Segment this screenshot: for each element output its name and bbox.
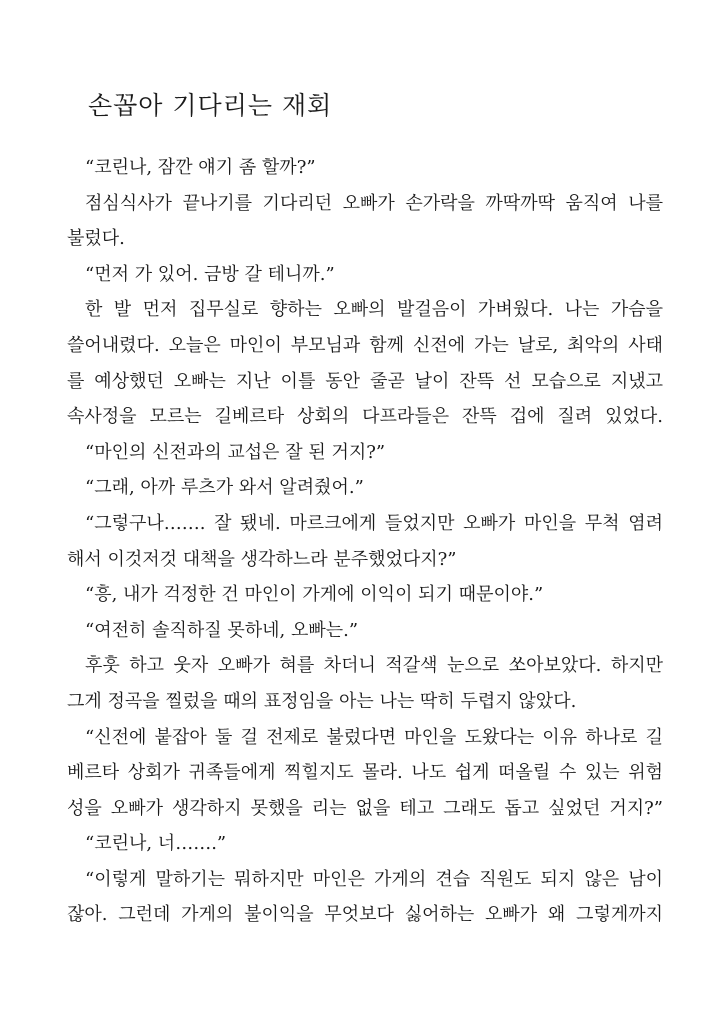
text-line: “마인의 신전과의 교섭은 잘 된 거지?” <box>85 441 386 463</box>
text-line: “그래, 아까 루츠가 와서 알려줬어.” <box>85 477 364 499</box>
text-line: 쓸어내렸다. 오늘은 마인이 부모님과 함께 신전에 가는 날로, 최악의 사태 <box>67 334 663 356</box>
text-line: 점심식사가 끝나기를 기다리던 오빠가 손가락을 까딱까딱 움직여 나를 <box>85 192 663 214</box>
text-line: “먼저 가 있어. 금방 갈 테니까.” <box>85 263 335 285</box>
text-line: 잖아. 그런데 가게의 불이익을 무엇보다 싫어하는 오빠가 왜 그렇게까지 <box>67 904 663 926</box>
text-line: “신전에 붙잡아 둘 걸 전제로 불렀다면 마인을 도왔다는 이유 하나로 길 <box>85 726 663 748</box>
text-line: “그렇구나……. 잘 됐네. 마르크에게 들었지만 오빠가 마인을 무척 염려 <box>85 512 663 534</box>
text-line: “이렇게 말하기는 뭐하지만 마인은 가게의 견습 직원도 되지 않은 남이 <box>85 868 663 890</box>
body-text <box>67 150 663 933</box>
text-line: “흥, 내가 걱정한 건 마인이 가게에 이익이 되기 때문이야.” <box>85 584 544 606</box>
text-line: 해서 이것저것 대책을 생각하느라 분주했었다지?” <box>67 548 457 570</box>
text-line: 후훗 하고 웃자 오빠가 혀를 차더니 적갈색 눈으로 쏘아보았다. 하지만 <box>85 655 663 677</box>
text-line: 한 발 먼저 집무실로 향하는 오빠의 발걸음이 가벼웠다. 나는 가슴을 <box>85 299 663 321</box>
text-line: “여전히 솔직하질 못하네, 오빠는.” <box>85 619 359 641</box>
text-line: 속사정을 모르는 길베르타 상회의 다프라들은 잔뜩 겁에 질려 있었다. <box>67 406 663 428</box>
text-line: 를 예상했던 오빠는 지난 이틀 동안 줄곧 날이 잔뜩 선 모습으로 지냈고 <box>67 370 663 392</box>
text-line: “코린나, 너…….” <box>85 833 227 855</box>
text-line: 베르타 상회가 귀족들에게 찍힐지도 몰라. 나도 쉽게 떠올릴 수 있는 위험 <box>67 762 663 784</box>
chapter-title: 손꼽아 기다리는 재회 <box>88 91 333 120</box>
text-line: 성을 오빠가 생각하지 못했을 리는 없을 테고 그래도 돕고 싶었던 거지?” <box>67 797 663 819</box>
text-line: 그게 정곡을 찔렀을 때의 표정임을 아는 나는 딱히 두렵지 않았다. <box>67 690 577 712</box>
text-line: 불렀다. <box>67 228 125 250</box>
text-line: “코린나, 잠깐 얘기 좀 할까?” <box>85 157 316 178</box>
